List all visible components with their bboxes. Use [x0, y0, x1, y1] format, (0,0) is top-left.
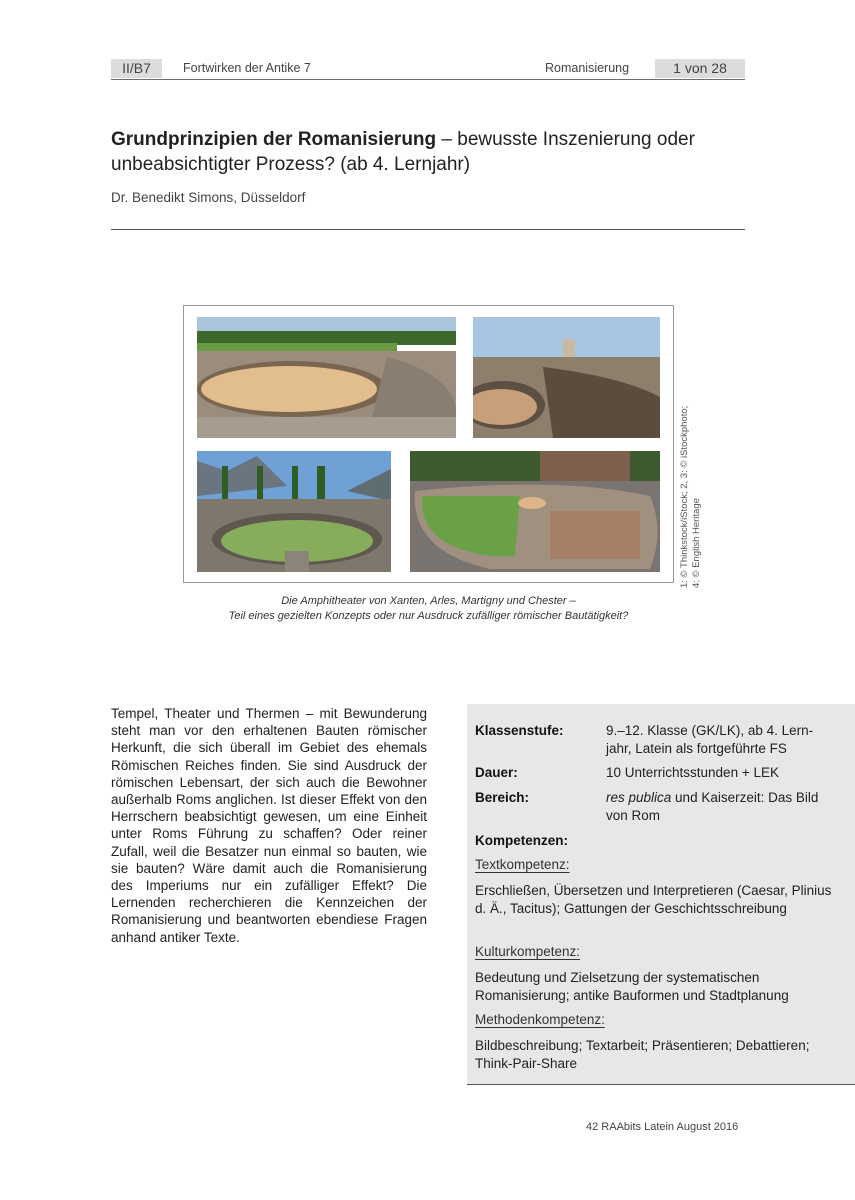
- running-header: [111, 59, 745, 80]
- photo-chester: [410, 451, 660, 572]
- klassenstufe-value: 9.–12. Klasse (GK/LK), ab 4. Lern-jahr, Latein als fortgeführte FS: [606, 723, 814, 756]
- document-title: [111, 127, 751, 177]
- info-box: [467, 704, 855, 1085]
- methodenkompetenz-heading: Methodenkompetenz:: [475, 1012, 605, 1027]
- title-bold: Grundprinzipien der Romanisierung: [111, 129, 437, 150]
- dauer-label: Dauer:: [475, 765, 518, 780]
- bereich-rest: und Kaiserzeit: Das Bild von Rom: [606, 790, 819, 823]
- kompetenzen-heading: Kompetenzen:: [475, 833, 569, 848]
- series-title: Fortwirken der Antike 7: [183, 61, 311, 75]
- photo-xanten: [197, 317, 456, 438]
- photo-martigny: [197, 451, 391, 572]
- caption-line-1: Die Amphitheater von Xanten, Arles, Martigny und Chester –: [281, 595, 576, 607]
- bereich-label: Bereich:: [475, 790, 530, 805]
- textkompetenz-text: Erschließen, Übersetzen und Interpretieren (Caesar, Plinius d. Ä., Tacitus); Gattungen der Geschichtsschreibung: [475, 883, 832, 916]
- intro-paragraph: Tempel, Theater und Thermen – mit Bewunderung steht man vor den erhaltenen Bauten römischer Herkunft, die sich überall im Gebiet des ehemals Römischen Reiches finden. Sie sind Ausdruck der römischen Lebensart, der sich auch die Bewohner außerhalb Roms anglichen. Ist dieser Effekt von den Herrschern beabsichtigt gewesen, um eine Einheit unter Roms Führung zu schaffen? Oder reiner Zufall, weil die Besatzer nun einmal so bauten, wie sie bauten? Wäre damit auch die Romanisierung des Imperiums nur ein zufälliger Effekt? Die Lernenden recherchieren die Kennzeichen der Romanisierung und beantworten ebendiese Fragen anhand antiker Texte.: [111, 706, 427, 945]
- credit-line-1: 1: © Thinkstock/iStock; 2, 3: © iStockphoto;: [679, 405, 690, 588]
- bereich-value: [606, 789, 836, 825]
- page-footer: 42 RAAbits Latein August 2016: [586, 1121, 739, 1133]
- methodenkompetenz-text: Bildbeschreibung; Textarbeit; Präsentieren; Debattieren; Think-Pair-Share: [475, 1038, 810, 1071]
- figure-caption: [183, 594, 674, 624]
- bereich-italic: res publica: [606, 790, 672, 805]
- photo-arles: [473, 317, 660, 438]
- kulturkompetenz-heading: Kulturkompetenz:: [475, 944, 581, 959]
- figure-frame: [183, 305, 674, 583]
- page-indicator: 1 von 28: [655, 59, 745, 78]
- dauer-value: 10 Unterrichtsstunden + LEK: [606, 765, 779, 780]
- photo-credit: [679, 406, 703, 588]
- credit-line-2: 4: © English Heritage: [691, 498, 702, 588]
- divider: [111, 229, 745, 230]
- textkompetenz-heading: Textkompetenz:: [475, 857, 570, 872]
- topic-label: Romanisierung: [545, 61, 630, 75]
- section-code: II/B7: [111, 59, 162, 78]
- author-line: Dr. Benedikt Simons, Düsseldorf: [111, 190, 306, 205]
- caption-line-2: Teil eines gezielten Konzepts oder nur Ausdruck zufälliger römischer Bautätigkeit?: [228, 610, 629, 622]
- klassenstufe-label: Klassenstufe:: [475, 723, 564, 738]
- kulturkompetenz-text: Bedeutung und Zielsetzung der systematischen Romanisierung; antike Bauformen und Stadtplanung: [475, 970, 789, 1003]
- title-subtitle: – bewusste Inszenierung oder unbeabsichtigter Prozess? (ab 4. Lernjahr): [111, 129, 695, 175]
